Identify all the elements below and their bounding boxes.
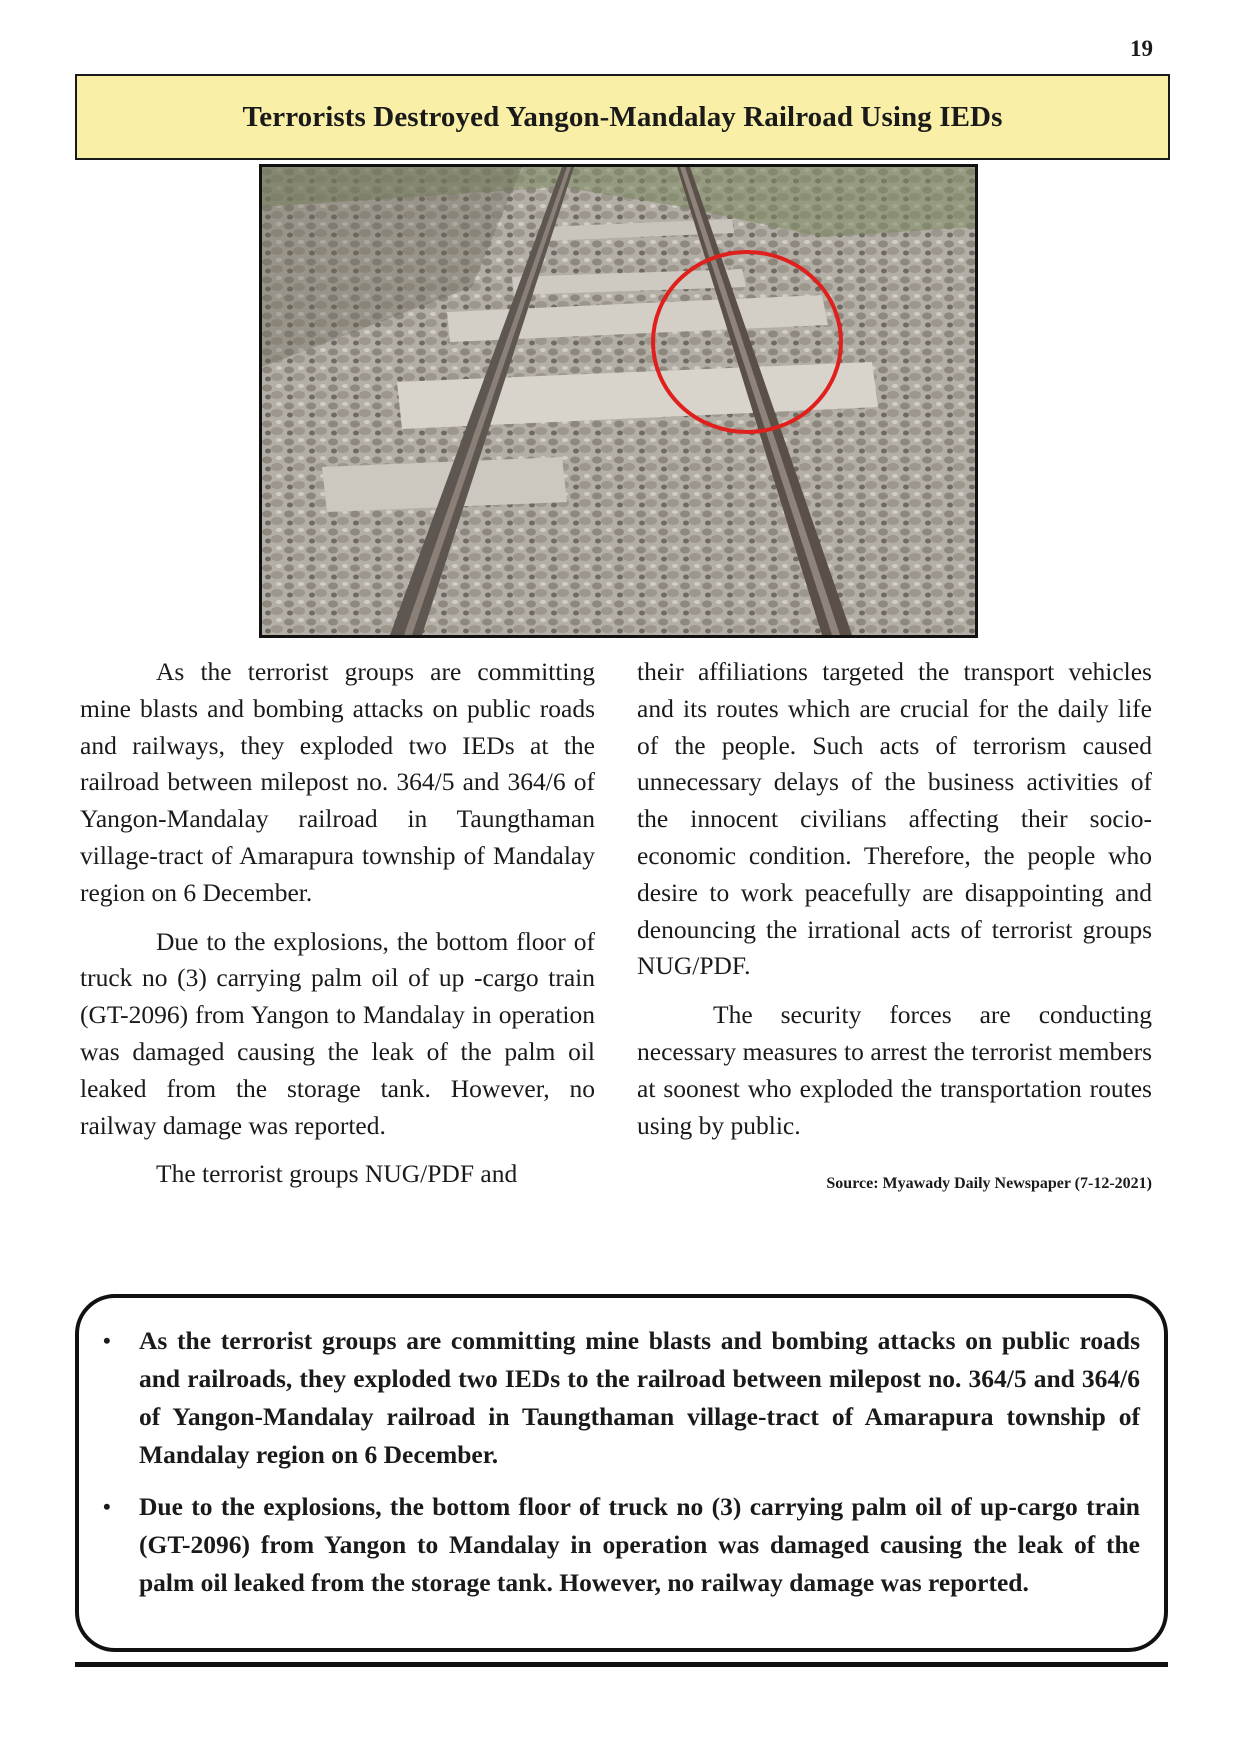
source-citation: Source: Myawady Daily Newspaper (7-12-2021) (826, 1175, 1152, 1193)
article-paragraph: their affiliations targeted the transport vehicles and its routes which are crucial for the daily life of the people. Such acts of terrorism caused unnecessary delays of the business activities of the innocent civilians affecting their socio-economic condition. Therefore, the people who desire to work peacefully are disappointing and denouncing the irrational acts of terrorist groups NUG/PDF. (637, 657, 1152, 981)
railroad-photo (259, 164, 978, 638)
bottom-divider (75, 1662, 1168, 1667)
bullet-icon: • (103, 1328, 111, 1353)
railroad-damage-photo-icon (262, 167, 975, 635)
summary-box (75, 1294, 1168, 1652)
article-paragraph: Due to the explosions, the bottom floor of truck no (3) carrying palm oil of up -cargo train (GT-2096) from Yangon to Mandalay in operation was damaged causing the leak of the palm oil leaked from the storage tank. However, no railway damage was reported. (80, 926, 595, 1140)
title-banner (75, 74, 1170, 160)
article-paragraph: As the terrorist groups are committing mine blasts and bombing attacks on public roads and railways, they exploded two IEDs at the railroad between milepost no. 364/5 and 364/6 of Yangon-Mandalay railroad in Taungthaman village-tract of Amarapura township of Mandalay region on 6 December. (80, 657, 595, 907)
article-column-right (637, 654, 1152, 1203)
page-title: Terrorists Destroyed Yangon-Mandalay Railroad Using IEDs (242, 100, 1003, 133)
summary-text: As the terrorist groups are committing mine blasts and bombing attacks on public roads and railroads, they exploded two IEDs to the railroad between milepost no. 364/5 and 364/6 of Yangon-Mandalay railroad in Taungthaman village-tract of Amarapura township of Mandalay region on 6 December. (139, 1326, 1140, 1469)
article-paragraph: The security forces are conducting necessary measures to arrest the terrorist members at soonest who exploded the transportation routes using by public. (637, 1000, 1152, 1140)
summary-item (101, 1488, 1140, 1602)
article-column-left (80, 654, 595, 1205)
page-number: 19 (1130, 36, 1153, 61)
summary-text: Due to the explosions, the bottom floor of truck no (3) carrying palm oil of up-cargo train (GT-2096) from Yangon to Mandalay in operation was damaged causing the leak of the palm oil leaked from the storage tank. However, no railway damage was reported. (139, 1492, 1140, 1597)
bullet-icon: • (103, 1494, 111, 1519)
summary-list (101, 1322, 1140, 1602)
summary-item (101, 1322, 1140, 1474)
article-paragraph: The terrorist groups NUG/PDF and (156, 1159, 518, 1189)
